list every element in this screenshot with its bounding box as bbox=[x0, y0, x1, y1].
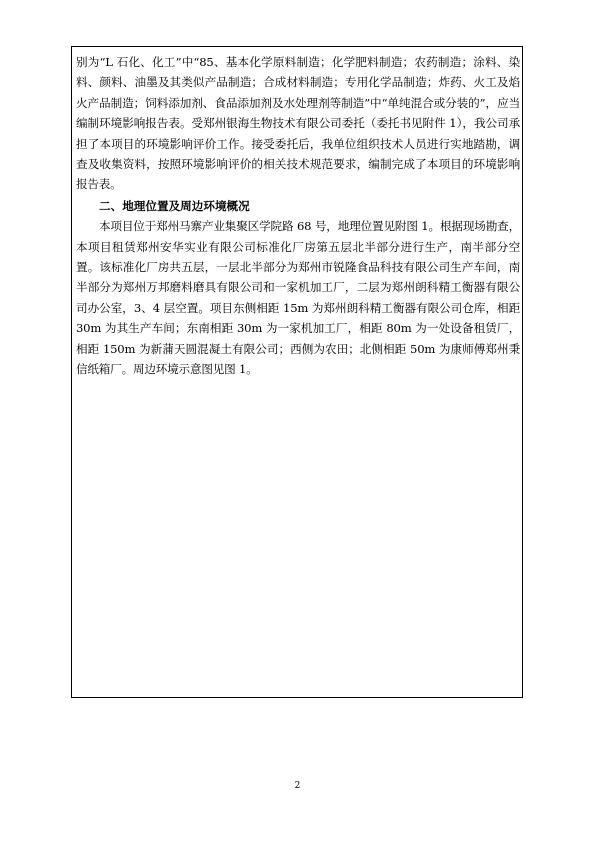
section-heading: 二、地理位置及周边环境概况 bbox=[99, 198, 250, 213]
document-body bbox=[76, 52, 520, 380]
continued-paragraph: 别为“L 石化、化工”中“85、基本化学原料制造；化学肥料制造；农药制造；涂料、染料、颜料、油墨及其类似产品制造；合成材料制造；专用化学品制造；炸药、火工及焰火产品制造；饲料添加剂、食品添加剂及水处理剂等制造”中“单纯混合或分装的”，应当编制环境影响报告表。受郑州银海生物技术有限公司委托（委托书见附件 1），我公司承担了本项目的环境影响评价工作。接受委托后，我单位组织技术人员进行实地踏勘，调查及收集资料，按照环境影响评价的相关技术规范要求，编制完成了本项目的环境影响报告表。 bbox=[76, 55, 520, 192]
section-paragraph: 本项目位于郑州马寨产业集聚区学院路 68 号，地理位置见附图 1。根据现场勘查，本项目租赁郑州安华实业有限公司标准化厂房第五层北半部分进行生产，南半部分空置。该标准化厂房共五层，一层北半部分为郑州市锐隆食品科技有限公司生产车间，南半部分为郑州万邦磨料磨具有限公司和一家机加工厂，二层为郑州朗科精工衡器有限公司办公室，3、4 层空置。项目东侧相距 15m 为郑州朗科精工衡器有限公司仓库，相距 30m 为其生产车间；东南相距 30m 为一家机加工厂，相距 80m 为一处设备租赁厂，相距 150m 为新蒲天圆混凝土有限公司；西侧为农田；北侧相距 50m 为康师傅郑州秉信纸箱厂。周边环境示意图见图 1。 bbox=[76, 219, 520, 377]
page-number: 2 bbox=[294, 781, 301, 791]
